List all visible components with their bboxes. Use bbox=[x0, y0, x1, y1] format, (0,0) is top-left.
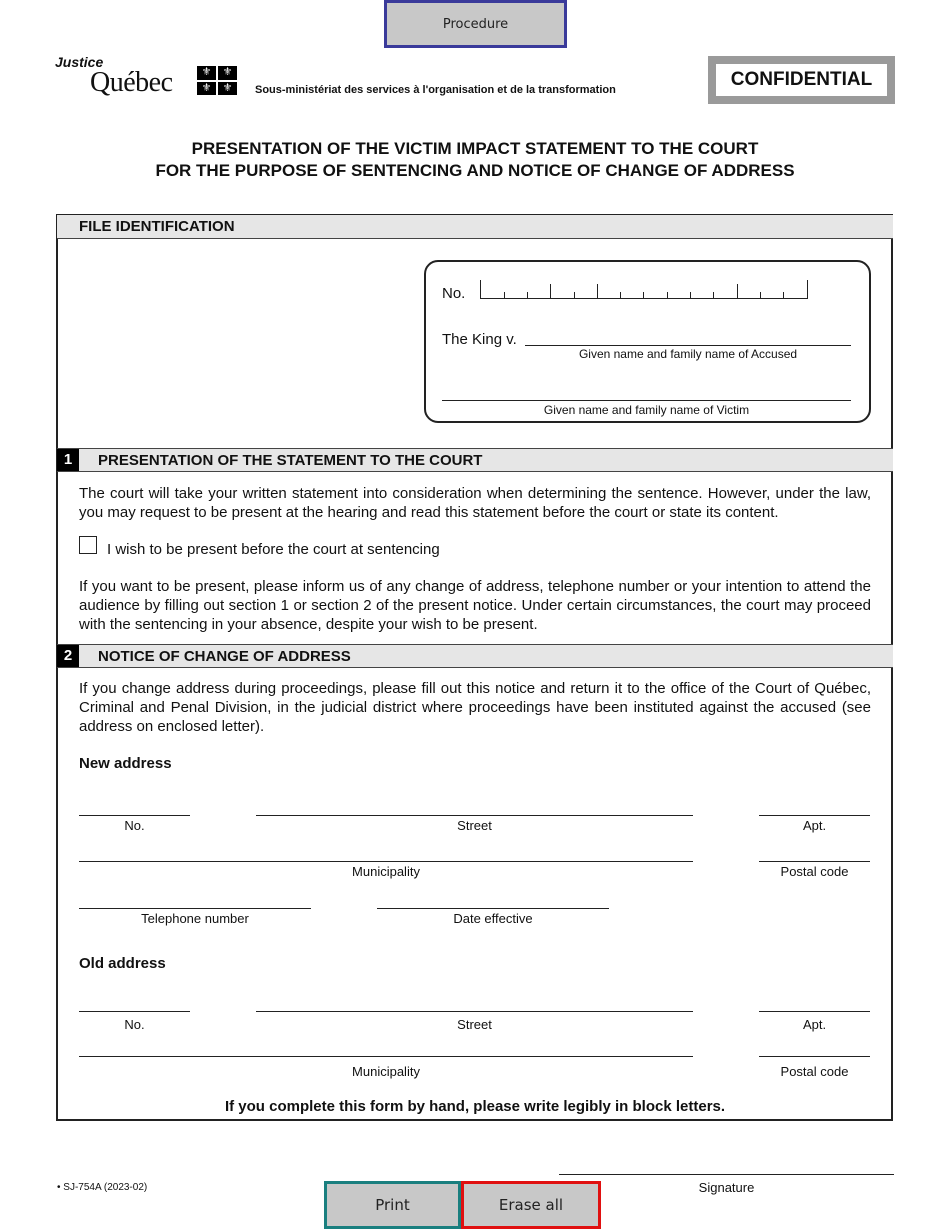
new-postal-code-field[interactable] bbox=[759, 844, 870, 862]
print-button[interactable] bbox=[324, 1181, 461, 1229]
new-municipality-label: Municipality bbox=[352, 864, 420, 879]
section1-paragraph2: If you want to be present, please inform us of any change of address, telephone number or your intention to attend the audience by filling out section 1 or section 2 of the present notice. Under certain circumstances, the court may proceed with the sentencing in your absence, despite your wish to be present. bbox=[79, 578, 871, 633]
date-effective-label: Date effective bbox=[453, 911, 533, 926]
old-municipality-field[interactable] bbox=[79, 1039, 693, 1057]
section2-number: 2 bbox=[57, 645, 79, 667]
confidential-stamp bbox=[708, 56, 895, 104]
accused-name-field[interactable] bbox=[525, 329, 851, 346]
logo-quebec: Québec bbox=[90, 67, 173, 98]
file-number-field[interactable] bbox=[480, 280, 808, 299]
old-municipality-label: Municipality bbox=[352, 1064, 420, 1079]
date-effective-field[interactable] bbox=[377, 891, 609, 909]
section1-heading: PRESENTATION OF THE STATEMENT TO THE COURT bbox=[98, 452, 483, 469]
new-no-field[interactable] bbox=[79, 798, 190, 816]
new-street-field[interactable] bbox=[256, 798, 693, 816]
new-apt-label: Apt. bbox=[802, 818, 827, 833]
erase-all-button[interactable] bbox=[461, 1181, 601, 1229]
section1-header bbox=[57, 448, 893, 472]
print-button-label: Print bbox=[375, 1196, 410, 1214]
procedure-button-label: Procedure bbox=[442, 16, 509, 32]
file-no-label: No. bbox=[442, 285, 466, 302]
telephone-field[interactable] bbox=[79, 891, 311, 909]
old-street-label: Street bbox=[457, 1017, 492, 1032]
new-no-label: No. bbox=[124, 818, 145, 833]
accused-caption: Given name and family name of Accused bbox=[578, 347, 798, 361]
old-apt-field[interactable] bbox=[759, 994, 870, 1012]
new-address-heading: New address bbox=[79, 755, 172, 772]
old-postal-code-label: Postal code bbox=[780, 1064, 849, 1079]
section1-number: 1 bbox=[57, 449, 79, 471]
old-street-field[interactable] bbox=[256, 994, 693, 1012]
present-at-sentencing-label: I wish to be present before the court at sentencing bbox=[107, 541, 440, 558]
form-code: • SJ-754A (2023-02) bbox=[57, 1182, 148, 1193]
form-title-line2: FOR THE PURPOSE OF SENTENCING AND NOTICE OF CHANGE OF ADDRESS bbox=[155, 161, 795, 180]
ministry-name: Sous-ministériat des services à l'organisation et de la transformation bbox=[255, 84, 616, 96]
section2-paragraph: If you change address during proceedings, please fill out this notice and return it to the office of the Court of Québec, Criminal and Penal Division, in the judicial district where proceedings have been instituted against the accused (see address on enclosed letter). bbox=[79, 680, 871, 735]
section2-heading: NOTICE OF CHANGE OF ADDRESS bbox=[98, 648, 351, 665]
erase-all-button-label: Erase all bbox=[498, 1196, 564, 1214]
king-label: The King v. bbox=[442, 331, 517, 348]
new-municipality-field[interactable] bbox=[79, 844, 693, 862]
telephone-label: Telephone number bbox=[141, 911, 249, 926]
logo-justice: Justice bbox=[55, 54, 104, 70]
old-postal-code-field[interactable] bbox=[759, 1039, 870, 1057]
confidential-label: CONFIDENTIAL bbox=[716, 64, 887, 96]
section1-paragraph1: The court will take your written statement into consideration when determining the sentence. However, under the law, you may request to be present at the hearing and read this statement before the court or state its content. bbox=[79, 485, 871, 521]
signature-label: Signature bbox=[698, 1180, 755, 1195]
old-address-heading: Old address bbox=[79, 955, 166, 972]
quebec-flag-icon: ⚜ ⚜ ⚜ ⚜ bbox=[197, 66, 237, 95]
present-at-sentencing-checkbox[interactable] bbox=[79, 536, 97, 554]
victim-name-field[interactable] bbox=[442, 383, 851, 401]
file-identification-heading: FILE IDENTIFICATION bbox=[79, 218, 235, 235]
new-apt-field[interactable] bbox=[759, 798, 870, 816]
new-postal-code-label: Postal code bbox=[780, 864, 849, 879]
victim-caption: Given name and family name of Victim bbox=[543, 403, 750, 417]
form-title-line1: PRESENTATION OF THE VICTIM IMPACT STATEMENT TO THE COURT bbox=[191, 139, 759, 158]
new-street-label: Street bbox=[457, 818, 492, 833]
old-apt-label: Apt. bbox=[802, 1017, 827, 1032]
old-no-label: No. bbox=[124, 1017, 145, 1032]
section2-header bbox=[57, 644, 893, 668]
file-identification-header bbox=[57, 215, 893, 239]
procedure-button[interactable] bbox=[384, 0, 567, 48]
block-letters-note: If you complete this form by hand, please write legibly in block letters. bbox=[224, 1098, 726, 1115]
signature-field[interactable] bbox=[559, 1158, 894, 1175]
old-no-field[interactable] bbox=[79, 994, 190, 1012]
